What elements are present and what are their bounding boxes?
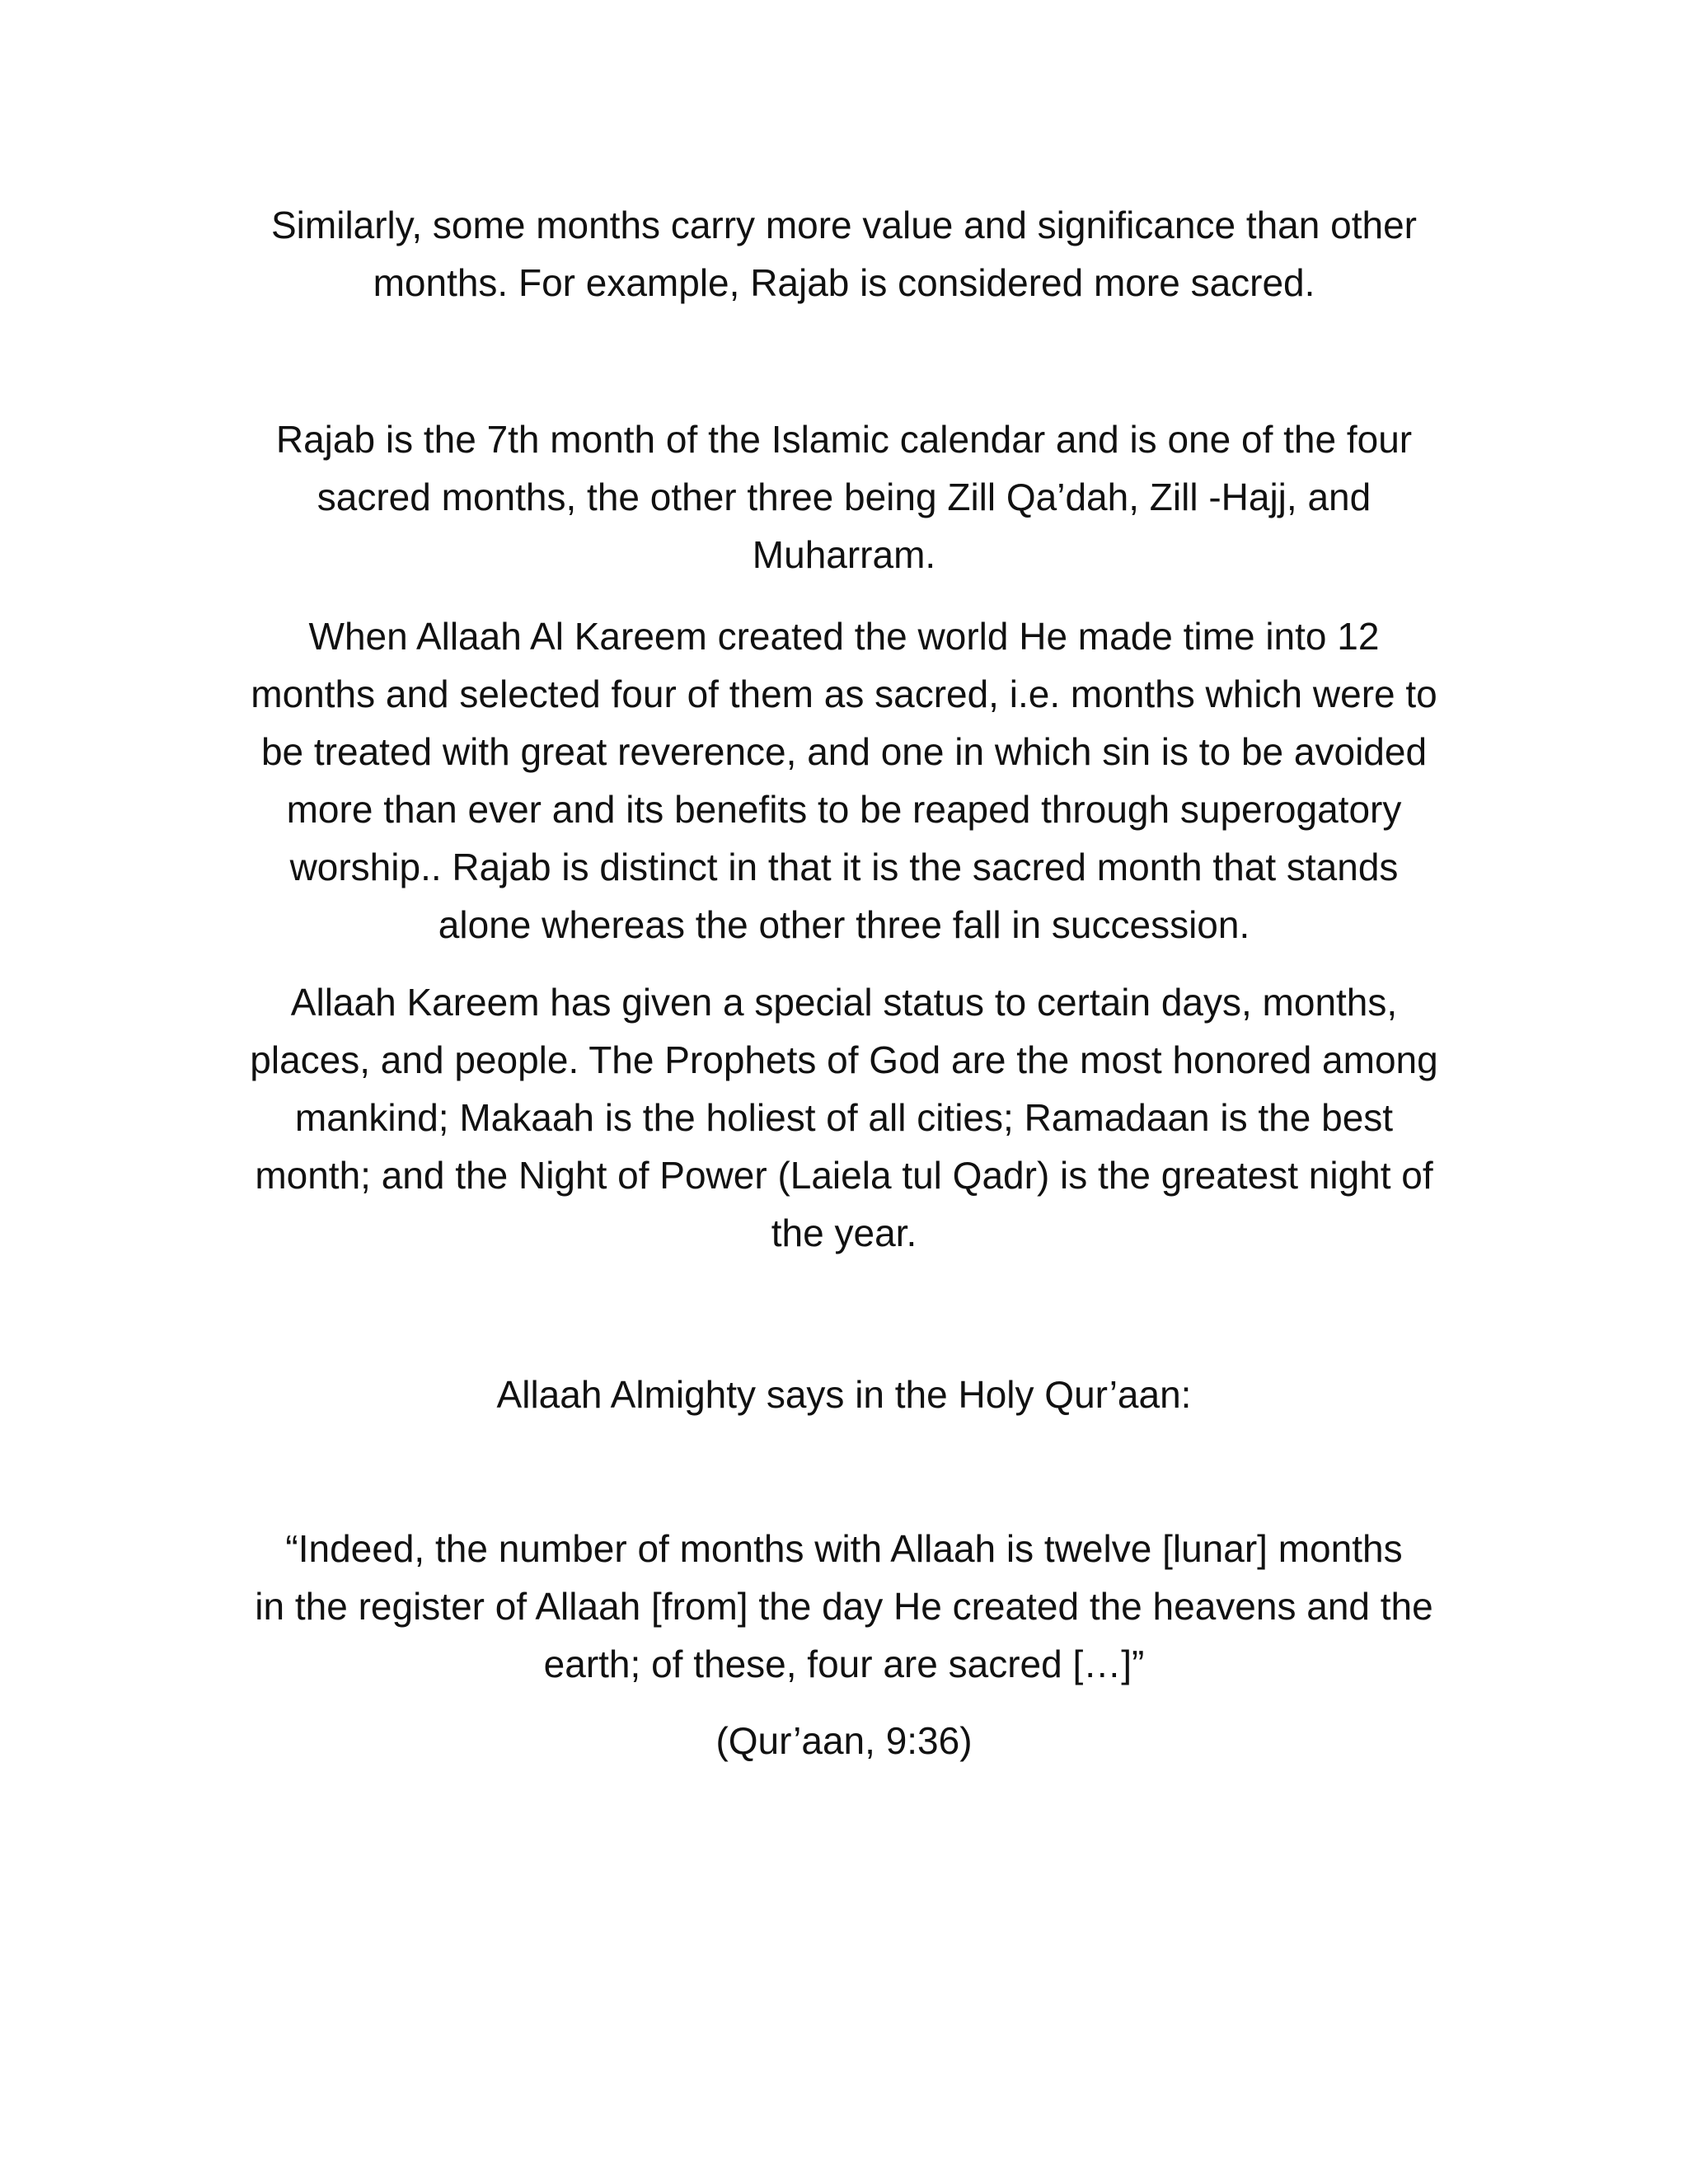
paragraph-rajab-seventh-month: Rajab is the 7th month of the Islamic calendar and is one of the four sacred months, the other three being Zill Qa’dah, Zill -Hajj, and Muharram.: [275, 418, 1413, 576]
paragraph-months-value: Similarly, some months carry more value and significance than other months. For example, Rajab is considered more sacred.: [271, 204, 1417, 304]
quran-intro-line: Allaah Almighty says in the Holy Qur’aan:: [496, 1373, 1192, 1416]
paragraph-special-status: Allaah Kareem has given a special status to certain days, months, places, and people. The Prophets of God are the most honored among mankind; Makaah is the holiest of all cities; Ramadaan is the best month; and the Night of Power (Laiela tul Qadr) is the greatest night of the year.: [250, 981, 1438, 1254]
quran-quote: “Indeed, the number of months with Allaah is twelve [lunar] months in the register of Allaah [from] the day He created the heavens and the earth; of these, four are sacred […]”: [255, 1527, 1433, 1685]
paragraph-sacred-months-creation: When Allaah Al Kareem created the world He made time into 12 months and selected four of them as sacred, i.e. months which were to be treated with great reverence, and one in which sin is to be avoided more than ever and its benefits to be reaped through superogatory worship.. Rajab is distinct in that it is the sacred month that stands alone whereas the other three fall in succession.: [251, 615, 1437, 946]
quran-citation: (Qur’aan, 9:36): [715, 1719, 973, 1762]
